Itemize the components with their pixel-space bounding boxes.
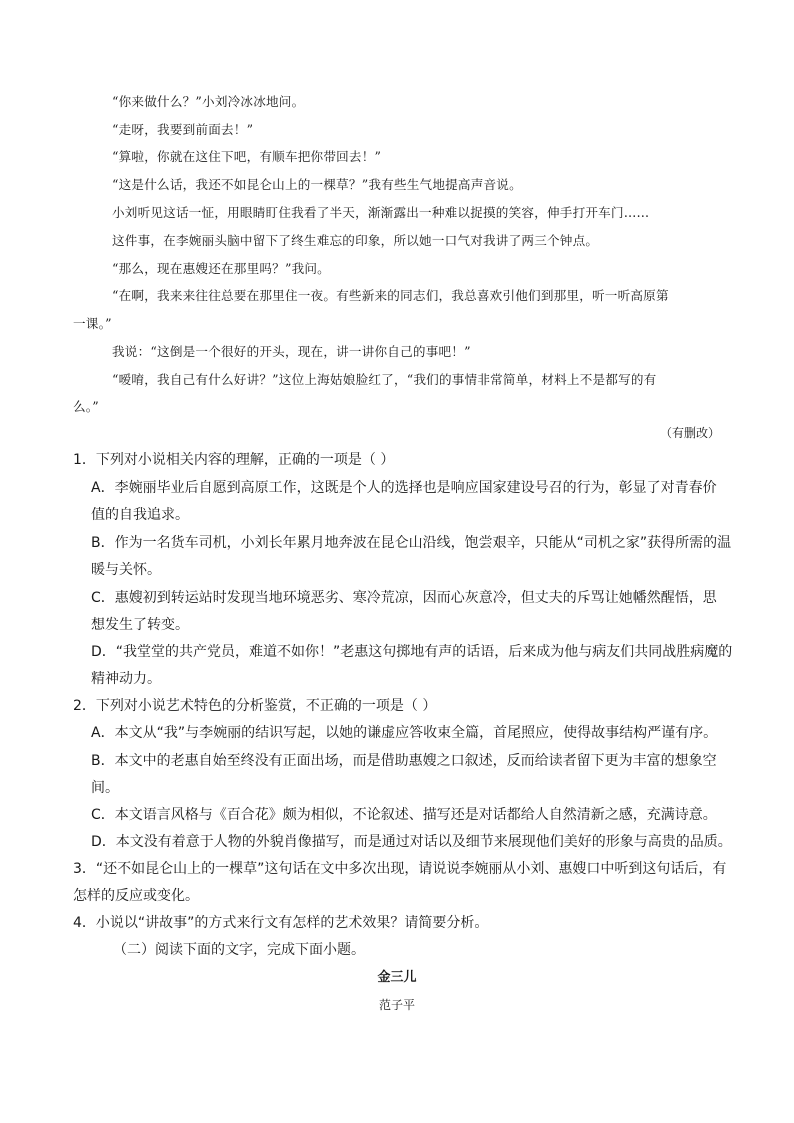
question-3-stem: 3．“还不如昆仑山上的一棵草”这句话在文中多次出现，请说说李婉丽从小刘、惠嫂口中听到这句话后，有 [73,861,727,877]
next-text-title: 金三儿 [377,970,417,985]
question-2-option-a: A．本文从“我”与李婉丽的结识写起，以她的谦虚应答收束全篇，首尾照应，使得故事结构严谨有序。 [91,725,718,741]
next-text-author: 范子平 [378,998,415,1012]
story-line-3: “算啦，你就在这住下吧，有顺车把你带回去！” [112,149,382,164]
story-line-5: 小刘听见这话一怔，用眼睛盯住我看了半天，渐渐露出一种难以捉摸的笑容，伸手打开车门…… [112,205,650,220]
story-line-7: “那么，现在惠嫂还在那里吗？”我问。 [112,261,330,276]
story-line-8: “在啊，我来来往往总要在那里住一夜。有些新来的同志们，我总喜欢引他们到那里，听一听高原第 [112,288,669,303]
story-line-10: 我说：“这倒是一个很好的开头，现在，讲一讲你自己的事吧！” [112,344,471,359]
question-1-option-c: C．惠嫂初到转运站时发现当地环境恶劣、寒冷荒凉，因而心灰意冷，但丈夫的斥骂让她幡然醒悟，思 [91,590,717,606]
question-1-option-a: A．李婉丽毕业后自愿到高原工作，这既是个人的选择也是响应国家建设号召的行为，彰显了对青春价 [91,480,717,496]
question-1-option-b-cont: 暖与关怀。 [91,562,161,578]
question-2-option-d: D．本文没有着意于人物的外貌肖像描写，而是通过对话以及细节来展现他们美好的形象与高贵的品质。 [91,834,732,850]
story-line-11: “嗳唷，我自己有什么好讲？”这位上海姑娘脸红了，“我们的事情非常简单，材料上不是都写的有 [112,372,657,387]
story-line-1: “你来做什么？”小刘冷冰冰地问。 [112,94,305,109]
story-line-9: 一课。” [73,316,112,331]
revision-note: （有删改） [659,426,720,440]
question-2-option-b: B．本文中的老惠自始至终没有正面出场，而是借助惠嫂之口叙述，反而给读者留下更为丰富的想象空 [91,753,717,769]
story-line-6: 这件事，在李婉丽头脑中留下了终生难忘的印象，所以她一口气对我讲了两三个钟点。 [112,233,599,248]
story-line-2: “走呀，我要到前面去！” [112,122,254,137]
question-1-option-d: D．“我堂堂的共产党员，难道不如你！”老惠这句掷地有声的话语，后来成为他与病友们共同战胜病魔的 [91,644,733,660]
question-1-option-c-cont: 想发生了转变。 [91,617,189,633]
question-4-stem: 4．小说以“讲故事”的方式来行文有怎样的艺术效果？请简要分析。 [73,915,489,931]
story-line-4: “这是什么话，我还不如昆仑山上的一棵草？”我有些生气地提高声音说。 [112,177,522,192]
question-2-option-c: C．本文语言风格与《百合花》颇为相似，不论叙述、描写还是对话都给人自然清新之感，充满诗意。 [91,807,717,823]
question-1-stem: 1．下列对小说相关内容的理解，正确的一项是（ ） [73,452,395,468]
section-2-heading: （二）阅读下面的文字，完成下面小题。 [113,942,365,958]
question-2-stem: 2．下列对小说艺术特色的分析鉴赏，不正确的一项是（ ） [73,698,437,714]
question-1-option-b: B．作为一名货车司机，小刘长年累月地奔波在昆仑山沿线，饱尝艰辛，只能从“司机之家”获得所需的温 [91,535,732,551]
question-1-option-a-cont: 值的自我追求。 [91,507,189,523]
question-1-option-d-cont: 精神动力。 [91,671,161,687]
question-3-stem-cont: 怎样的反应或变化。 [73,888,199,904]
question-2-option-b-cont: 间。 [91,780,119,796]
story-line-12: 么。” [73,399,99,414]
